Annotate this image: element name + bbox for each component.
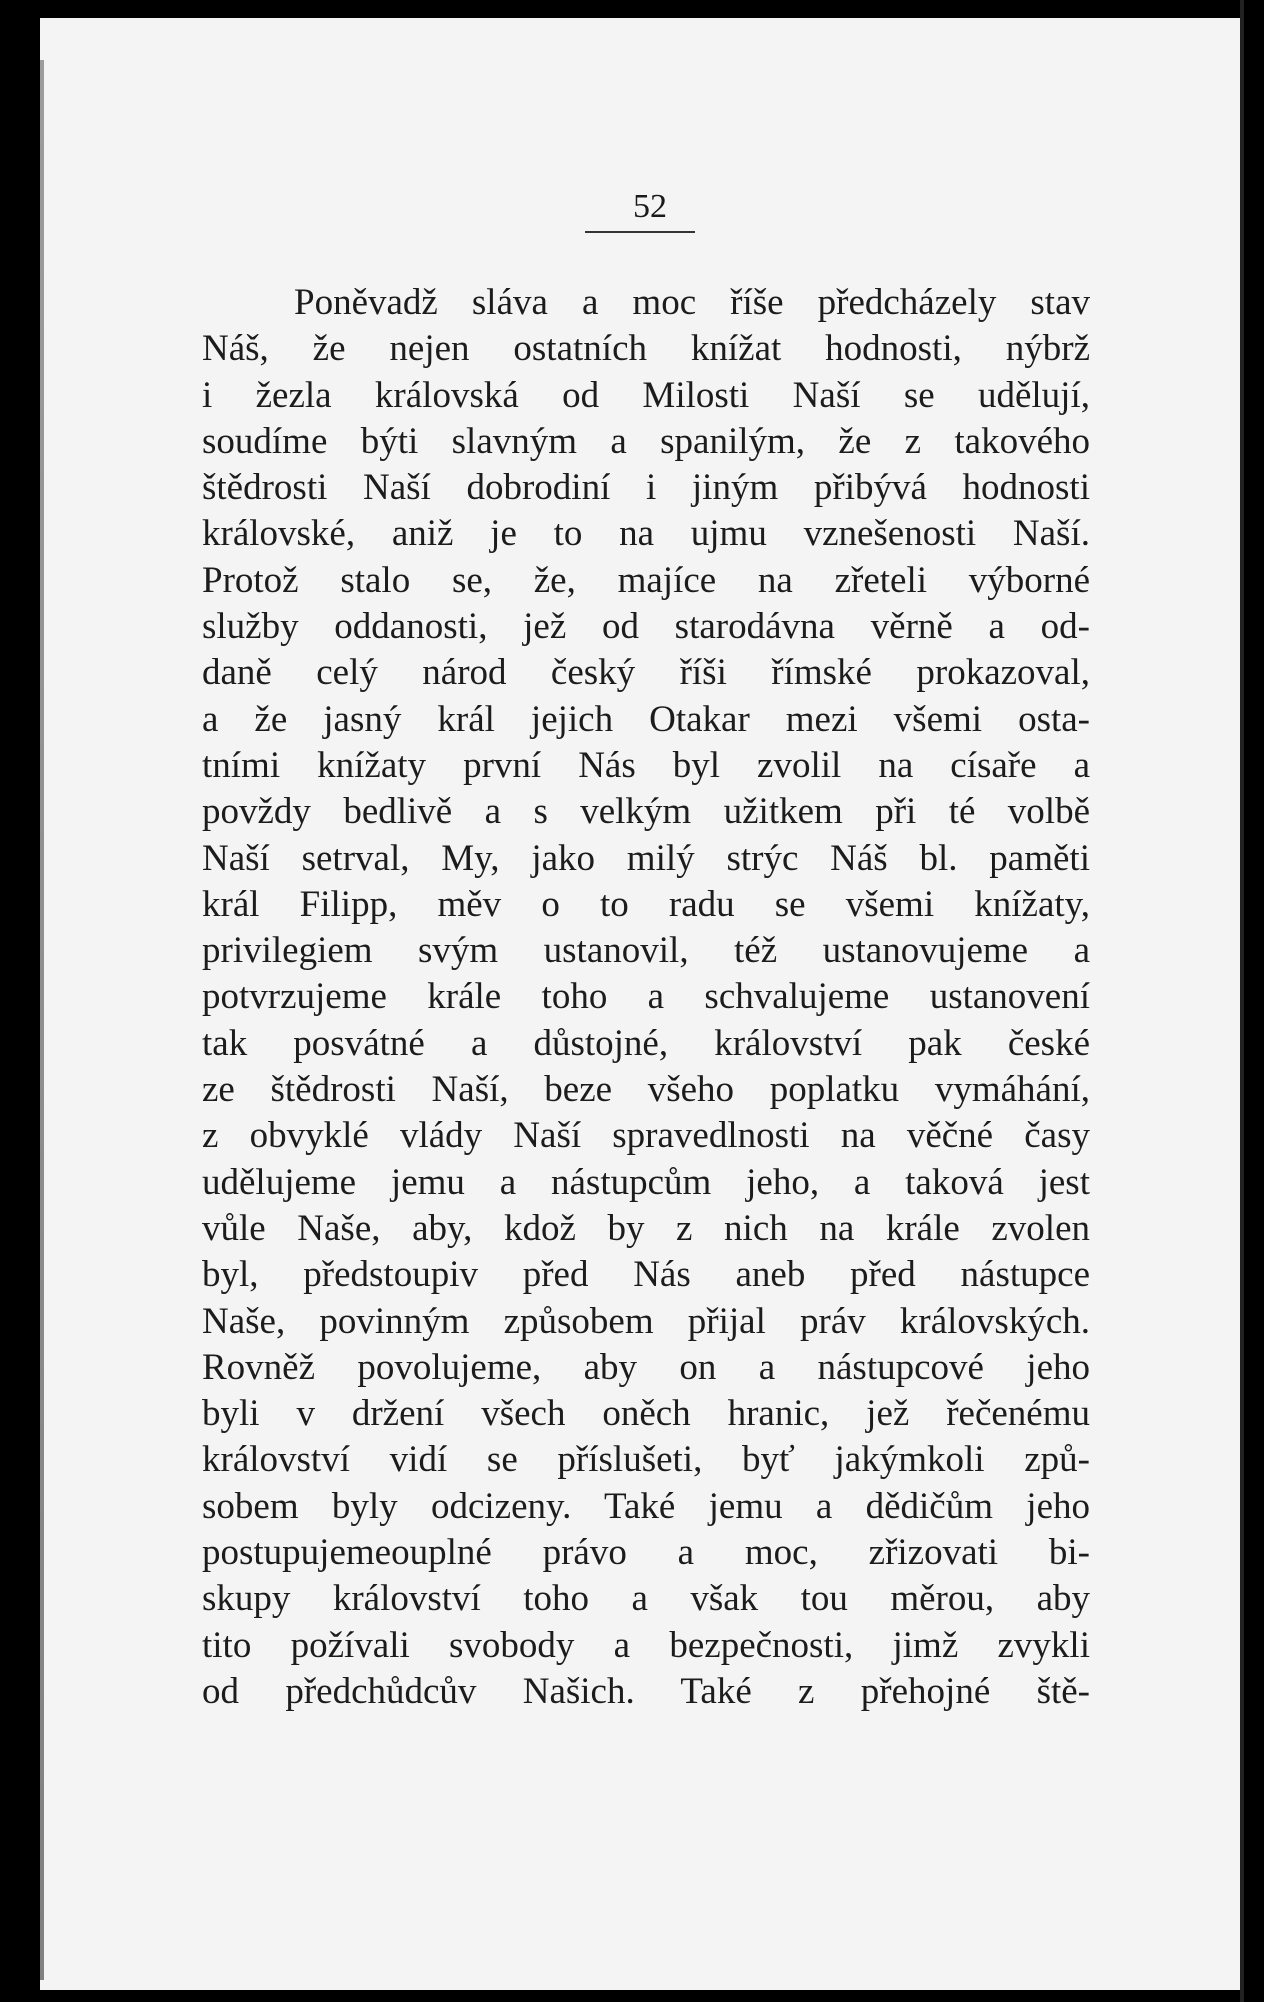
text-line: postupujemeouplné právo a moc, zřizovati bi- <box>202 1532 1090 1574</box>
text-line: vůle Naše, aby, kdož by z nich na krále zvolen <box>202 1207 1090 1249</box>
text-line: Naše, povinným způsobem přijal práv královských. <box>202 1300 1090 1342</box>
text-line: štědrosti Naší dobrodiní i jiným přibývá hodnosti <box>202 467 1090 509</box>
text-line: a že jasný král jejich Otakar mezi všemi osta- <box>202 698 1090 740</box>
text-line: od předchůdcův Našich. Také z přehojné ště- <box>202 1670 1090 1712</box>
page-edge <box>1240 0 1244 2002</box>
text-line: skupy království toho a však tou měrou, aby <box>202 1578 1090 1620</box>
page-number-rule <box>585 231 695 233</box>
text-line: i žezla královská od Milosti Naší se udělují, <box>202 374 1090 416</box>
text-line: byl, předstoupiv před Nás aneb před nástupce <box>202 1254 1090 1296</box>
body-text <box>202 280 1090 1715</box>
text-line: soudíme býti slavným a spanilým, že z takového <box>202 420 1090 462</box>
page-number: 52 <box>633 188 667 225</box>
text-line: daně celý národ český říši římské prokazoval, <box>202 652 1090 694</box>
text-line: Rovněž povolujeme, aby on a nástupcové jeho <box>202 1346 1090 1388</box>
text-line: království vidí se příslušeti, byť jakýmkoli způ- <box>202 1439 1090 1481</box>
text-line: sobem byly odcizeny. Také jemu a dědičům jeho <box>202 1485 1090 1527</box>
text-line: královské, aniž je to na ujmu vznešenosti Naší. <box>202 513 1090 555</box>
text-line: povždy bedlivě a s velkým užitkem při té volbě <box>202 791 1090 833</box>
text-line: Náš, že nejen ostatních knížat hodnosti, nýbrž <box>202 328 1090 370</box>
text-line: Naší setrval, My, jako milý strýc Náš bl. paměti <box>202 837 1090 879</box>
text-line: potvrzujeme krále toho a schvalujeme ustanovení <box>202 976 1090 1018</box>
text-line: byli v držení všech oněch hranic, jež řečenému <box>202 1393 1090 1435</box>
text-line: král Filipp, měv o to radu se všemi knížaty, <box>202 883 1090 925</box>
text-line: Poněvadž sláva a moc říše předcházely stav <box>294 282 1090 323</box>
text-line: služby oddanosti, jež od starodávna věrně a od- <box>202 606 1090 648</box>
text-line: tak posvátné a důstojné, království pak české <box>202 1022 1090 1064</box>
text-line: z obvyklé vlády Naší spravedlnosti na věčné časy <box>202 1115 1090 1157</box>
binding-edge <box>40 60 44 1980</box>
text-line: tními knížaty první Nás byl zvolil na císaře a <box>202 744 1090 786</box>
text-line: Protož stalo se, že, majíce na zřeteli výborné <box>202 559 1090 601</box>
text-line: privilegiem svým ustanovil, též ustanovujeme a <box>202 930 1090 972</box>
text-line: udělujeme jemu a nástupcům jeho, a taková jest <box>202 1161 1090 1203</box>
text-line: tito požívali svobody a bezpečnosti, jimž zvykli <box>202 1624 1090 1666</box>
text-line: ze štědrosti Naší, beze všeho poplatku vymáhání, <box>202 1069 1090 1111</box>
